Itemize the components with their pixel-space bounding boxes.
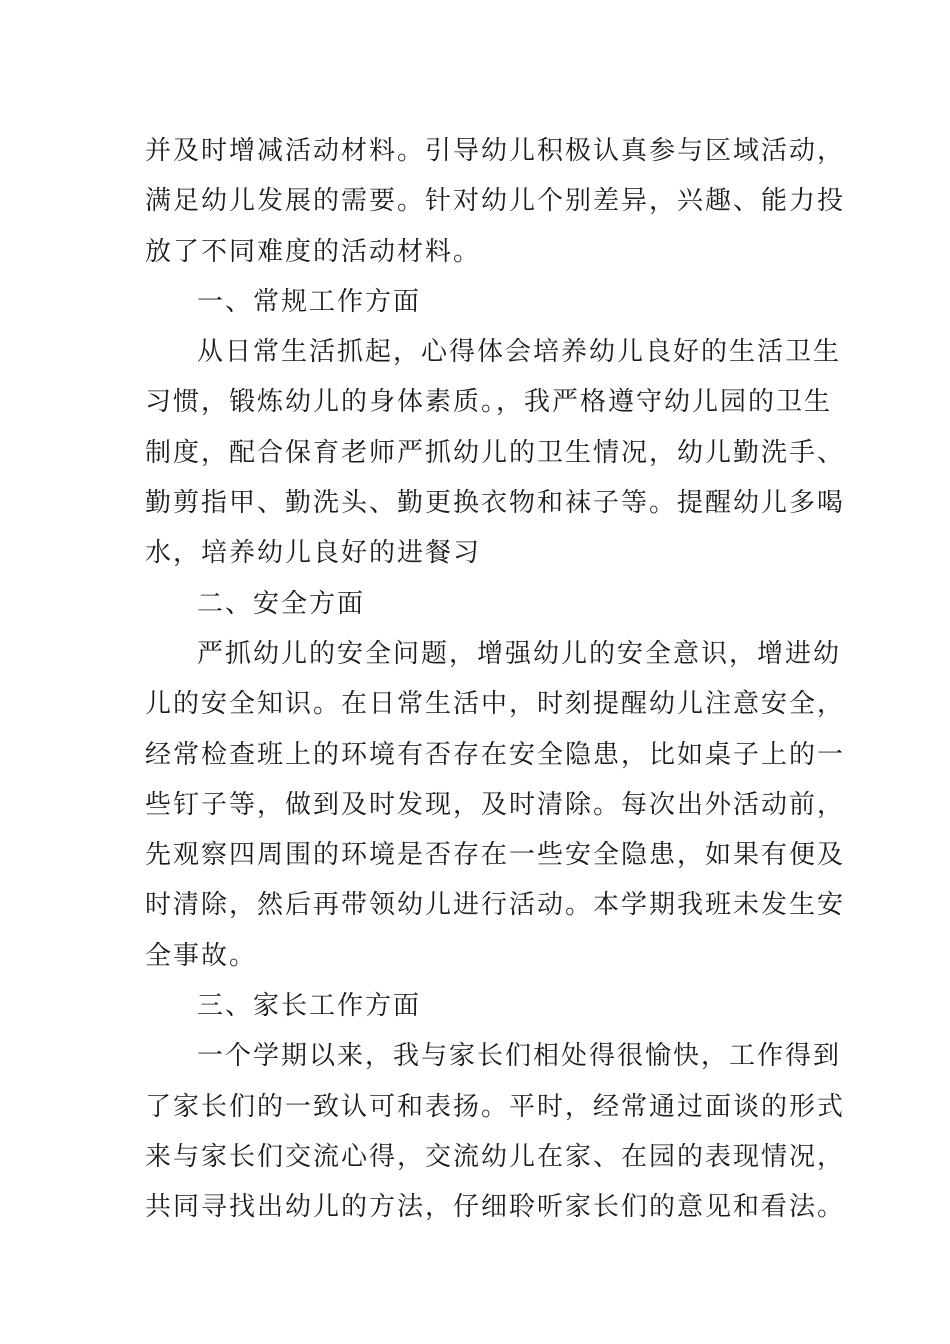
section-heading-routine: 一、常规工作方面	[197, 286, 422, 317]
document-body	[145, 126, 846, 1233]
body-text-line: 全事故。	[145, 940, 258, 971]
body-text-line: 满足幼儿发展的需要。针对幼儿个别差异，兴趣、能力投	[145, 186, 846, 217]
body-text-line: 经常检查班上的环境有否存在安全隐患，比如桌子上的一	[145, 739, 846, 770]
body-text-line: 勤剪指甲、勤洗头、勤更换衣物和袜子等。提醒幼儿多喝	[145, 488, 846, 519]
paragraph-first-line: 严抓幼儿的安全问题，增强幼儿的安全意识，增进幼	[197, 638, 842, 669]
body-text-line: 放了不同难度的活动材料。	[145, 236, 482, 267]
body-text-line: 制度，配合保育老师严抓幼儿的卫生情况，幼儿勤洗手、	[145, 437, 846, 468]
paragraph-first-line: 一个学期以来，我与家长们相处得很愉快，工作得到	[197, 1041, 842, 1072]
body-text-line: 共同寻找出幼儿的方法，仔细聆听家长们的意见和看法。	[145, 1192, 846, 1223]
body-text-line: 习惯，锻炼幼儿的身体素质。，我严格遵守幼儿园的卫生	[145, 387, 833, 418]
body-text-line: 些钉子等，做到及时发现，及时清除。每次出外活动前，	[145, 789, 846, 820]
section-heading-safety: 二、安全方面	[197, 588, 366, 619]
body-text-line: 时清除，然后再带领幼儿进行活动。本学期我班未发生安	[145, 890, 846, 921]
body-text-line: 了家长们的一致认可和表扬。平时，经常通过面谈的形式	[145, 1091, 846, 1122]
body-text-line: 儿的安全知识。在日常生活中，时刻提醒幼儿注意安全，	[145, 689, 846, 720]
body-text-line: 先观察四周围的环境是否存在一些安全隐患，如果有便及	[145, 840, 846, 871]
body-text-line: 并及时增减活动材料。引导幼儿积极认真参与区域活动，	[145, 136, 846, 166]
section-heading-parents: 三、家长工作方面	[197, 991, 422, 1022]
body-text-line: 来与家长们交流心得，交流幼儿在家、在园的表现情况，	[145, 1141, 846, 1172]
body-text-line: 水，培养幼儿良好的进餐习	[145, 538, 482, 569]
paragraph-first-line: 从日常生活抓起，心得体会培养幼儿良好的生活卫生	[197, 337, 842, 368]
